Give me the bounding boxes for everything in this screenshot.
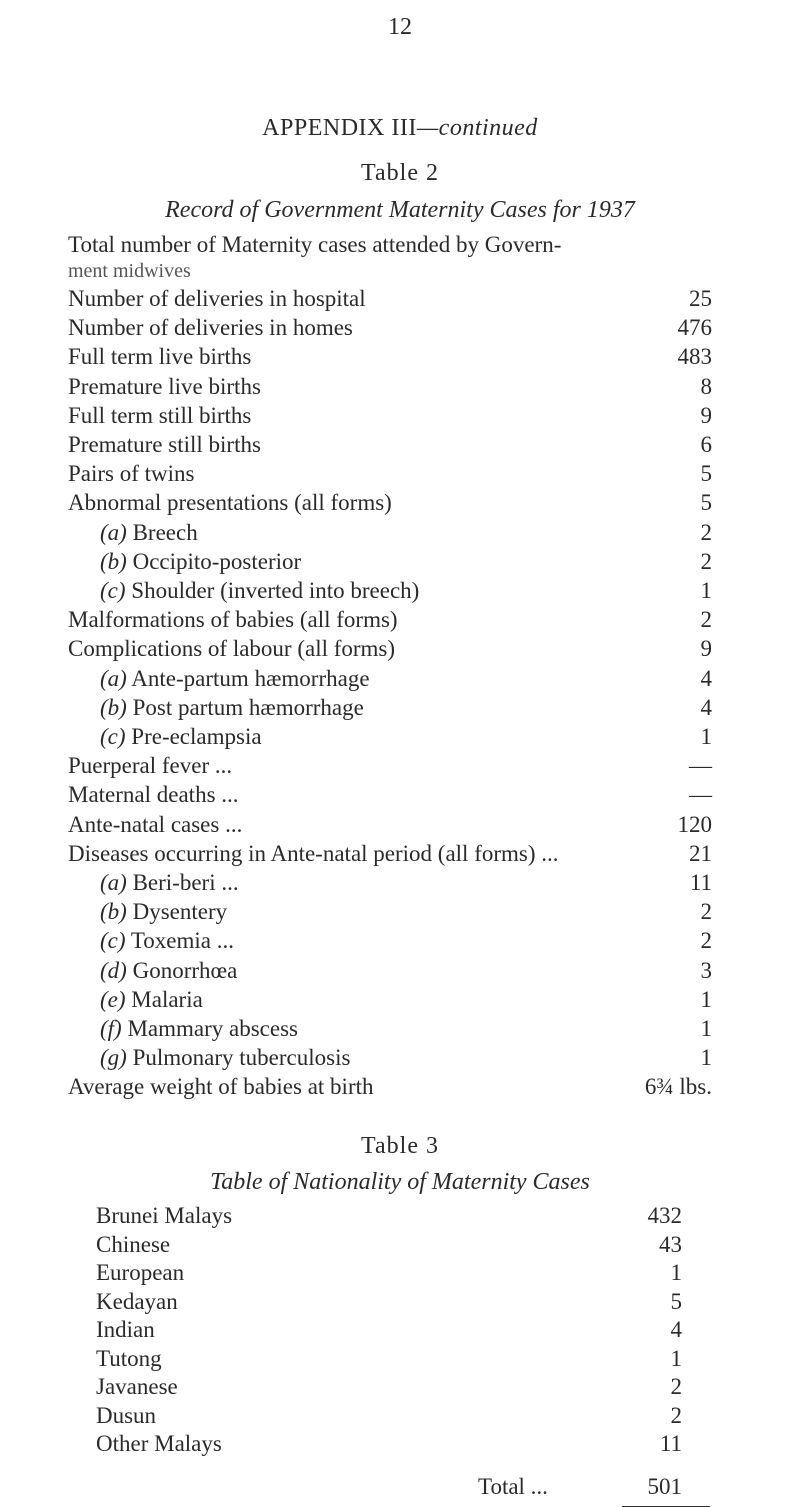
table3-row-label — [96, 1258, 184, 1288]
table2-row — [68, 459, 712, 489]
table2-row-marker: (a) — [100, 520, 127, 545]
table2-row — [68, 693, 712, 723]
table2-row-text: Mammary abscess — [121, 1016, 299, 1041]
table2-row — [68, 926, 712, 956]
table2-row-value: 2 — [700, 899, 712, 924]
table2-row-text: Maternal deaths ... — [68, 782, 239, 807]
table2-row-value: 11 — [689, 870, 712, 895]
table3-caption: Table 3 — [361, 1133, 439, 1159]
table2-row-label — [68, 751, 232, 781]
table2-row-text: Gonorrhœa — [126, 958, 238, 983]
table2-row-label — [100, 956, 237, 986]
table3-row-label — [96, 1344, 162, 1374]
table2-row-label — [68, 313, 353, 343]
table3-row-value: 2 — [670, 1374, 682, 1399]
table2-row-text: Shoulder (inverted into breech) — [125, 578, 420, 603]
table2-row-value: 25 — [689, 286, 712, 311]
table2-row-label — [100, 722, 262, 752]
table2-row-value: 4 — [700, 666, 712, 691]
table2-row-value: 1 — [700, 1045, 712, 1070]
table2-row-label — [68, 839, 559, 869]
table3-row — [96, 1401, 682, 1431]
table2-row-label — [68, 401, 251, 431]
table2-row-value: 1 — [700, 987, 712, 1012]
table3-row — [96, 1315, 682, 1345]
table2-caption: Table 2 — [361, 160, 439, 186]
table2-row-text: Complications of labour (all forms) — [68, 636, 396, 661]
table2-row-text: Ante-natal cases ... — [68, 812, 243, 837]
table3-row-text: European — [96, 1260, 185, 1285]
table2-row-label — [100, 868, 239, 898]
table2-row-text: Pairs of twins — [68, 461, 195, 486]
table2-row-text: Average weight of babies at birth — [68, 1074, 374, 1099]
table2-row-text: Number of deliveries in hospital — [68, 286, 366, 311]
table3-row — [96, 1287, 682, 1317]
table2-row-text: Full term still births — [68, 403, 252, 428]
table2-row-text: Premature live births — [68, 374, 261, 399]
table3-row-value: 5 — [670, 1289, 682, 1314]
table2-row — [68, 605, 712, 635]
table2-row-text: Post partum hæmorrhage — [126, 695, 364, 720]
table3-row-value: 432 — [647, 1203, 682, 1228]
table2-row — [68, 518, 712, 548]
table2-row-marker: (a) — [100, 666, 127, 691]
table2-row-marker: (c) — [100, 724, 126, 749]
table2-row — [68, 1043, 712, 1073]
table2-row — [68, 839, 712, 869]
table2-row — [68, 1072, 712, 1102]
table3-row — [96, 1201, 682, 1231]
table3-total-value: 501 — [647, 1474, 682, 1499]
table2-row-value: 5 — [700, 461, 712, 486]
table3-row-value: 4 — [670, 1317, 682, 1342]
table3-row — [96, 1344, 682, 1374]
table2-row-value: 9 — [700, 403, 712, 428]
table2-row-text: Breech — [126, 520, 198, 545]
table2-row-value: 8 — [700, 374, 712, 399]
table2-row-text: Puerperal fever ... — [68, 753, 233, 778]
table2-row-label — [68, 634, 395, 664]
table2-row-label — [100, 1014, 298, 1044]
table2-row-text: Diseases occurring in Ante-natal period (all forms) ... — [68, 841, 559, 866]
table2-row-value: — — [689, 782, 712, 807]
table2-row-label — [100, 985, 203, 1015]
table2-row-label — [68, 488, 392, 518]
table3-row-label — [96, 1287, 178, 1317]
table2-row-text: Premature still births — [68, 432, 261, 457]
table2-row-value: 21 — [689, 841, 712, 866]
table3-row-value: 1 — [670, 1346, 682, 1371]
table2-row-value: 3 — [700, 958, 712, 983]
table3-row-label — [96, 1315, 155, 1345]
table3-total-label: Total ... — [478, 1474, 548, 1499]
table2-row-text: Beri-beri ... — [126, 870, 239, 895]
table2-row — [68, 810, 712, 840]
page-number: 12 — [388, 14, 412, 40]
table2-row-label — [68, 459, 195, 489]
table2-row-label — [100, 664, 370, 694]
table2-row-value: 2 — [700, 549, 712, 574]
appendix-title: APPENDIX III — [262, 115, 417, 141]
table3-row-text: Dusun — [96, 1403, 157, 1428]
table2-row-value: 1 — [700, 1016, 712, 1041]
appendix-heading — [0, 115, 800, 142]
table2-row — [68, 722, 712, 752]
table3-row — [96, 1258, 682, 1288]
table2-row-label — [68, 605, 398, 635]
table2-row-label — [100, 897, 227, 927]
table2-row — [68, 284, 712, 314]
table2-row — [68, 751, 712, 781]
table2-row-text: Number of deliveries in homes — [68, 315, 353, 340]
table2-intro-line2: ment midwives — [68, 260, 191, 282]
table2-row-text: Malformations of babies (all forms) — [68, 607, 398, 632]
table3-row-text: Tutong — [96, 1346, 162, 1371]
table2-row-label — [68, 1072, 374, 1102]
table2-row-label — [68, 342, 251, 372]
table2-row-label — [68, 810, 242, 840]
table3-row — [96, 1372, 682, 1402]
table3-row — [96, 1429, 682, 1459]
table2-row-label — [68, 372, 261, 402]
table2-row-label — [100, 693, 364, 723]
table2-row — [68, 664, 712, 694]
table2-row-value: 4 — [700, 695, 712, 720]
table3-row-value: 1 — [670, 1260, 682, 1285]
table3-row — [96, 1230, 682, 1260]
appendix-suffix: —continued — [416, 115, 538, 141]
table2-row-text: Dysentery — [126, 899, 228, 924]
table2-subtitle: Record of Government Maternity Cases for 1937 — [165, 197, 635, 223]
table2-row-marker: (g) — [100, 1045, 127, 1070]
table2-row-value: 1 — [700, 578, 712, 603]
table2-row-text: Pre-eclampsia — [125, 724, 262, 749]
table2-row-marker: (c) — [100, 928, 126, 953]
table2-row-value: 120 — [677, 812, 712, 837]
table3-row-text: Javanese — [96, 1374, 178, 1399]
table2-row-value: 5 — [700, 490, 712, 515]
table2-row-value: 2 — [700, 607, 712, 632]
table3-row-value: 11 — [659, 1431, 682, 1456]
table2-row — [68, 780, 712, 810]
table3-row-label — [96, 1429, 222, 1459]
table2-row — [68, 547, 712, 577]
table2-row — [68, 868, 712, 898]
table2-row-label — [100, 1043, 350, 1073]
table3-subtitle: Table of Nationality of Maternity Cases — [210, 1169, 590, 1195]
table2-row — [68, 634, 712, 664]
table2-row-text: Occipito-posterior — [126, 549, 302, 574]
table2-row-marker: (b) — [100, 899, 127, 924]
table2-row-marker: (f) — [100, 1016, 122, 1041]
table2-row-label — [100, 576, 419, 606]
table2-row-text: Abnormal presentations (all forms) — [68, 490, 392, 515]
table2-row-text: Malaria — [125, 987, 203, 1012]
table2-row — [68, 985, 712, 1015]
table2-row — [68, 372, 712, 402]
table2-row-text: Full term live births — [68, 344, 252, 369]
table2-row-value: 476 — [677, 315, 712, 340]
table2-row-value: 9 — [700, 636, 712, 661]
table3-row-value: 43 — [659, 1232, 682, 1257]
table2-row-value: 2 — [700, 520, 712, 545]
table2-row-value: 2 — [700, 928, 712, 953]
table2-row-text: Ante-partum hæmorrhage — [126, 666, 370, 691]
table2-row-text: Toxemia ... — [125, 928, 235, 953]
table2-row-marker: (e) — [100, 987, 126, 1012]
table2-row-label — [68, 430, 261, 460]
table3-row-label — [96, 1372, 178, 1402]
table2-row — [68, 488, 712, 518]
table2-row-marker: (b) — [100, 695, 127, 720]
table3-row-text: Brunei Malays — [96, 1203, 233, 1228]
table2-row-label — [100, 926, 234, 956]
table2-row — [68, 897, 712, 927]
table2-intro-line1: Total number of Maternity cases attended by Govern- — [68, 232, 562, 257]
table3-row-text: Other Malays — [96, 1431, 222, 1456]
table2-row — [68, 313, 712, 343]
table2-row-marker: (a) — [100, 870, 127, 895]
table2-row-value: — — [689, 753, 712, 778]
table3-row-text: Chinese — [96, 1232, 171, 1257]
table2-row-marker: (b) — [100, 549, 127, 574]
table2-row-value: 6¾ lbs. — [644, 1074, 712, 1099]
table2-row-value: 483 — [677, 344, 712, 369]
table2-row-marker: (c) — [100, 578, 126, 603]
table2-row — [68, 430, 712, 460]
table2-row — [68, 401, 712, 431]
table3-row-text: Indian — [96, 1317, 155, 1342]
table3-row-label — [96, 1201, 232, 1231]
table2-row-label — [68, 284, 366, 314]
table2-row — [68, 342, 712, 372]
table2-row-label — [68, 780, 239, 810]
table2-row-value: 6 — [700, 432, 712, 457]
table2-row-marker: (d) — [100, 958, 127, 983]
table3-row-text: Kedayan — [96, 1289, 178, 1314]
table2-row — [68, 1014, 712, 1044]
table3-row-label — [96, 1230, 170, 1260]
table2-row-label — [100, 518, 198, 548]
table2-row-label — [100, 547, 301, 577]
table3-row-value: 2 — [670, 1403, 682, 1428]
table2-row-text: Pulmonary tuberculosis — [126, 1045, 351, 1070]
table2-row — [68, 576, 712, 606]
table2-row — [68, 956, 712, 986]
table2-row-value: 1 — [700, 724, 712, 749]
table3-row-label — [96, 1401, 156, 1431]
